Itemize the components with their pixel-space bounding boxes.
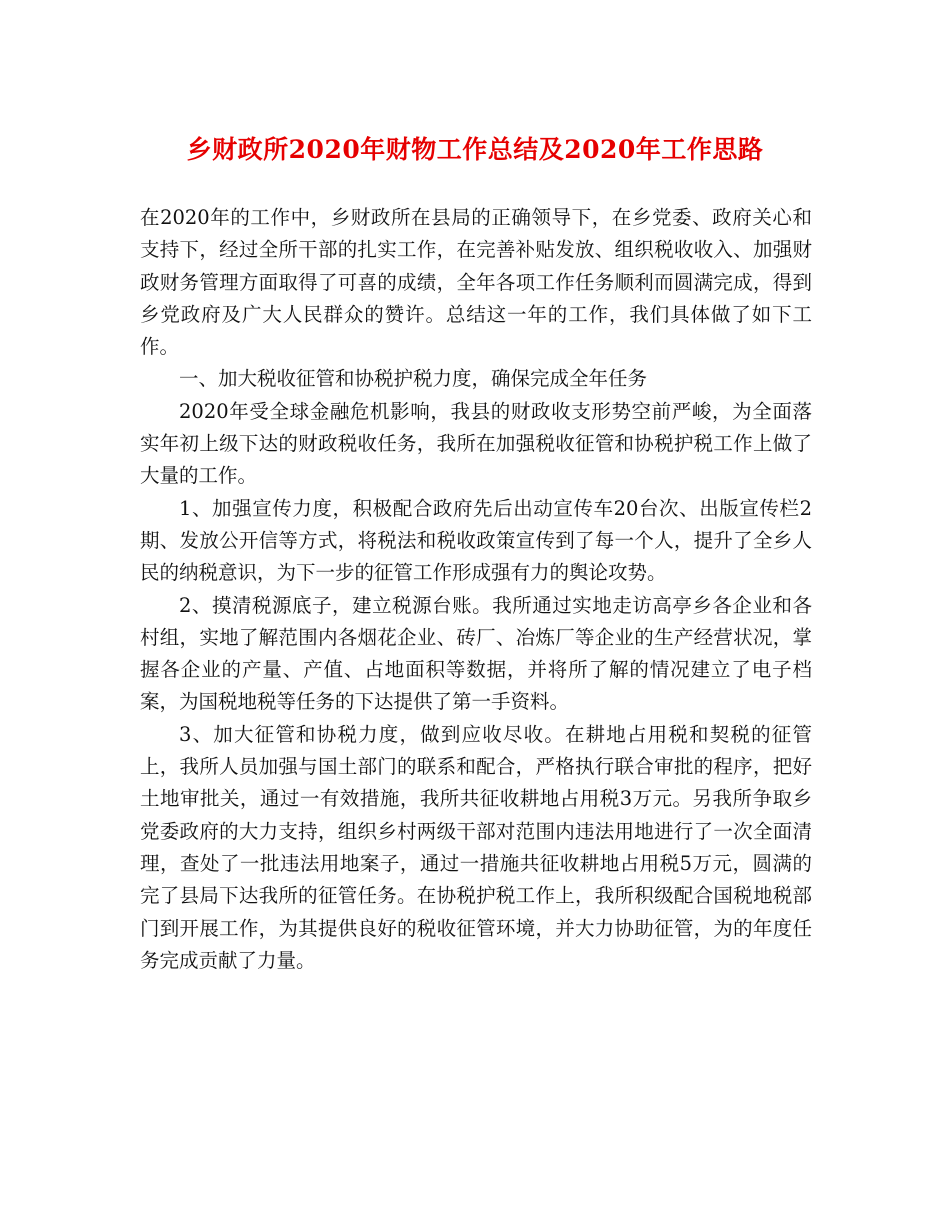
paragraph-intro: 在2020年的工作中，乡财政所在县局的正确领导下，在乡党委、政府关心和支持下，经过全所干部的扎实工作，在完善补贴发放、组织税收收入、加强财政财务管理方面取得了可喜的成绩，全年各项工作任务顺利而圆满完成，得到乡党政府及广大人民群众的赞许。总结这一年的工作，我们具体做了如下工作。 <box>140 206 812 359</box>
document-title: 乡财政所2020年财物工作总结及2020年工作思路 <box>186 135 764 164</box>
paragraph-item-3: 3、加大征管和协税力度，做到应收尽收。在耕地占用税和契税的征管上，我所人员加强与国土部门的联系和配合，严格执行联合审批的程序，把好土地审批关，通过一有效措施，我所共征收耕地占用税3万元。另我所争取乡党委政府的大力支持，组织乡村两级干部对范围内违法用地进行了一次全面清理，查处了一批违法用地案子，通过一措施共征收耕地占用税5万元，圆满的完了县局下达我所的征管任务。在协税护税工作上，我所积级配合国税地税部门到开展工作，为其提供良好的税收征管环境，并大力协助征管，为的年度任务完成贡献了力量。 <box>140 722 812 972</box>
section-heading-1: 一、加大税收征管和协税护税力度，确保完成全年任务 <box>179 367 648 391</box>
document-body <box>140 202 812 977</box>
paragraph-background: 2020年受全球金融危机影响，我县的财政收支形势空前严峻，为全面落实年初上级下达的财政税收任务，我所在加强税收征管和协税护税工作上做了大量的工作。 <box>140 399 812 488</box>
paragraph-item-1: 1、加强宣传力度，积极配合政府先后出动宣传车20台次、出版宣传栏2期、发放公开信等方式，将税法和税收政策宣传到了每一个人，提升了全乡人民的纳税意识，为下一步的征管工作形成强有力的舆论攻势。 <box>140 496 812 585</box>
paragraph-item-2: 2、摸清税源底子，建立税源台账。我所通过实地走访高亭乡各企业和各村组，实地了解范围内各烟花企业、砖厂、冶炼厂等企业的生产经营状况，掌握各企业的产量、产值、占地面积等数据，并将所了解的情况建立了电子档案，为国税地税等任务的下达提供了第一手资料。 <box>140 593 812 714</box>
